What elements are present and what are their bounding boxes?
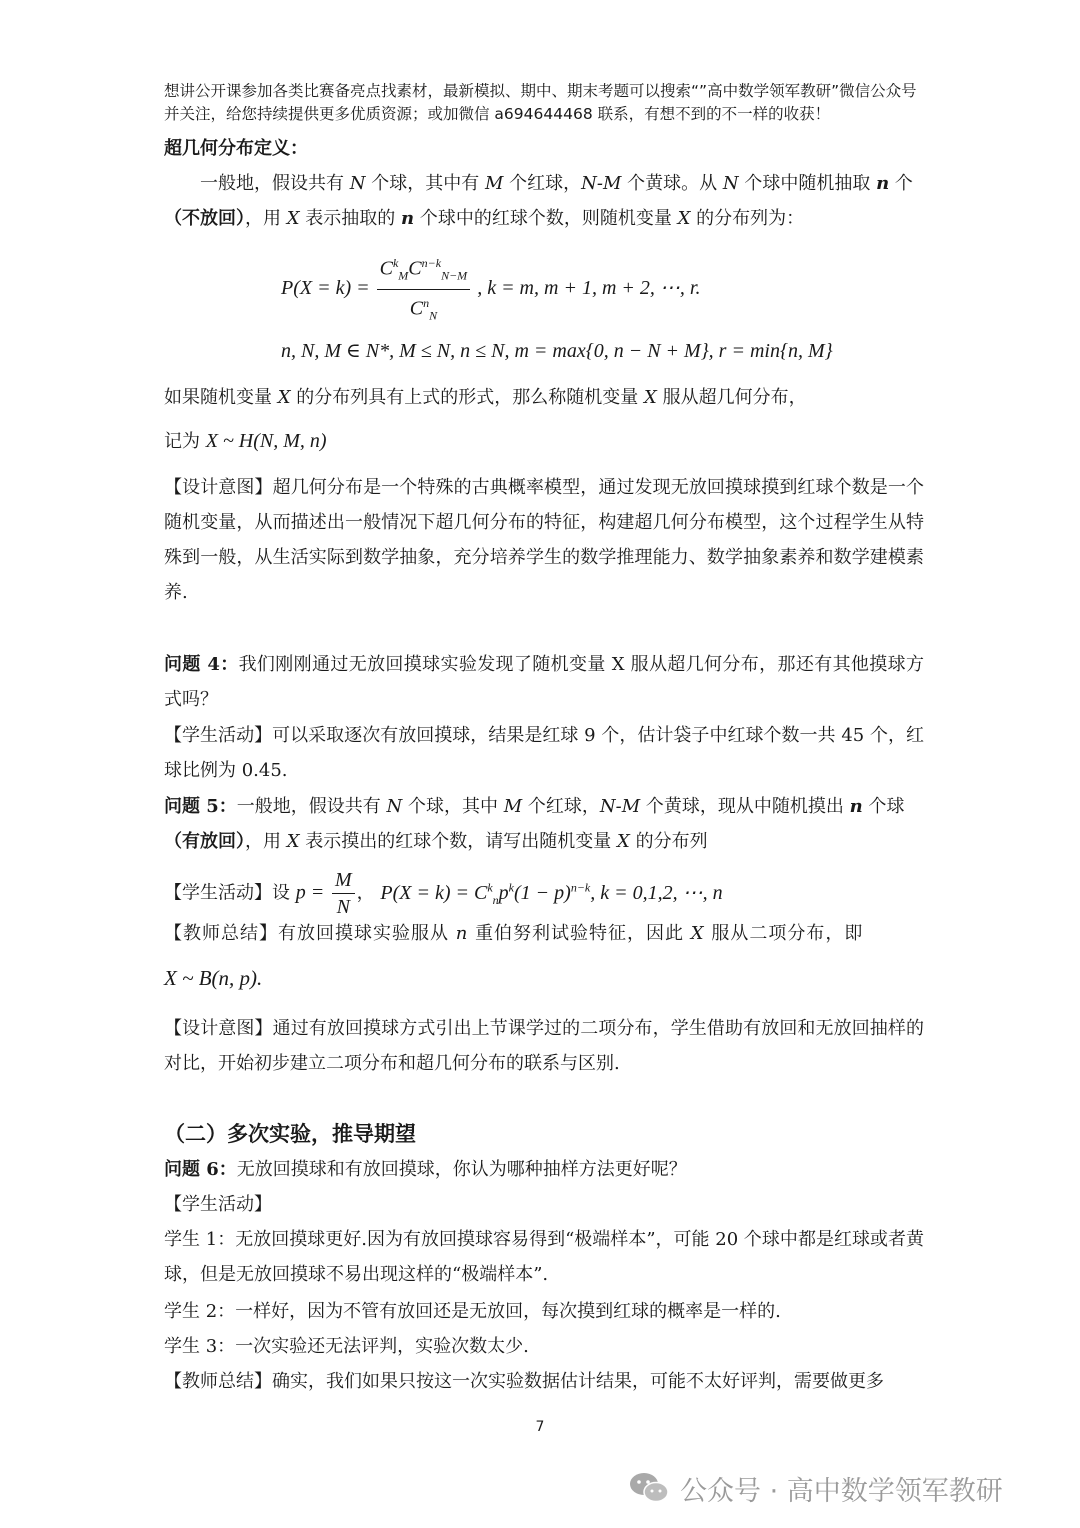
definition-paragraph: 一般地，假设共有 N 个球，其中有 M 个红球，N-M 个黄球。从 N 个球中随机抽取 n 个 （不放回），用 X 表示抽取的 n 个球中的红球个数，则随机变量 X 的分布列为： <box>164 173 913 229</box>
section-heading: （二）多次实验，推导期望 <box>164 1121 416 1146</box>
question-5: 问题 5：一般地，假设共有 N 个球，其中 M 个红球，N-M 个黄球，现从中随机摸出 n 个球 （有放回），用 X 表示摸出的红球个数，请写出随机变量 X 的分布列 <box>164 796 905 852</box>
student-answer-1: 学生 1：无放回摸球更好.因为有放回摸球容易得到“极端样本”，可能 20 个球中都是红球或者黄球，但是无放回摸球不易出现这样的“极端样本”. <box>164 1229 924 1285</box>
design-intent-1: 【设计意图】超几何分布是一个特殊的古典概率模型，通过发现无放回摸球摸到红球个数是一个随机变量，从而描述出一般情况下超几何分布的特征，构建超几何分布模型，这个过程学生从特殊到一般，从生活实际到数学抽象，充分培养学生的数学推理能力、数学抽象素养和数学建模素养. <box>164 477 925 603</box>
hypergeometric-formula: P(X = k) = $\frac{C^k_MC^{n-k}_{N-M}}{C^n_N}$ , k = m, m + 1, m + 2, ⋯, r. <box>281 252 700 326</box>
formula-conditions: n, N, M ∈ N*, M ≤ N, n ≤ N, m = max{0, n − N + M}, r = min{n, M} <box>281 340 833 362</box>
definition-conclusion: 如果随机变量 X 的分布列具有上式的形式，那么称随机变量 X 服从超几何分布， <box>164 387 807 408</box>
header-notice: 想讲公开课参加各类比赛备亮点找素材，最新模拟、期中、期末考题可以搜索“”高中数学领军教研”微信公众号并关注，给您持续提供更多优质资源；或加微信 a694644468 联系，有想不到的不一样的收获！ <box>164 82 917 123</box>
teacher-summary-1: 【教师总结】有放回摸球实验服从 n 重伯努利试验特征，因此 X 服从二项分布，即 <box>164 923 864 944</box>
wechat-icon <box>628 1470 670 1506</box>
question-6: 问题 6：无放回摸球和有放回摸球，你认为哪种抽样方法更好呢？ <box>164 1159 687 1180</box>
question-4: 问题 4：我们刚刚通过无放回摸球实验发现了随机变量 X 服从超几何分布，那还有其他摸球方式吗？ <box>164 654 924 710</box>
binomial-formula: $P(X = k) = C^k_np^k(1 - p)^{n-k}$, k = 0,1,2, ⋯, n <box>380 880 723 907</box>
notation-line: 记为 X ~ H(N, M, n) <box>164 430 327 452</box>
student-answer-2: 学生 2：一样好，因为不管有放回还是无放回，每次摸到红球的概率是一样的. <box>164 1301 781 1322</box>
student-activity-3: 【学生活动】 <box>164 1194 272 1215</box>
teacher-summary-2: 【教师总结】确实，我们如果只按这一次实验数据估计结果，可能不太好评判，需要做更多 <box>164 1371 884 1392</box>
student-activity-2: 【学生活动】设 p = $\frac{M}{N}$ ， $P(X = k) = C^k_np^k(1 - p)^{n-k}$, k = 0,1,2, ⋯, n <box>164 869 723 919</box>
watermark-text: 公众号 · 高中数学领军教研 <box>680 1475 1003 1507</box>
student-answer-3: 学生 3：一次实验还无法评判，实验次数太少. <box>164 1336 529 1357</box>
page-number: 7 <box>535 1419 545 1435</box>
watermark <box>628 1466 1068 1510</box>
design-intent-2: 【设计意图】通过有放回摸球方式引出上节课学过的二项分布，学生借助有放回和无放回抽样的对比，开始初步建立二项分布和超几何分布的联系与区别. <box>164 1018 925 1074</box>
definition-title: 超几何分布定义： <box>164 138 308 159</box>
binomial-notation: X ~ B(n, p). <box>164 966 263 990</box>
student-activity-1: 【学生活动】可以采取逐次有放回摸球，结果是红球 9 个，估计袋子中红球个数一共 45 个，红球比例为 0.45. <box>164 725 924 781</box>
